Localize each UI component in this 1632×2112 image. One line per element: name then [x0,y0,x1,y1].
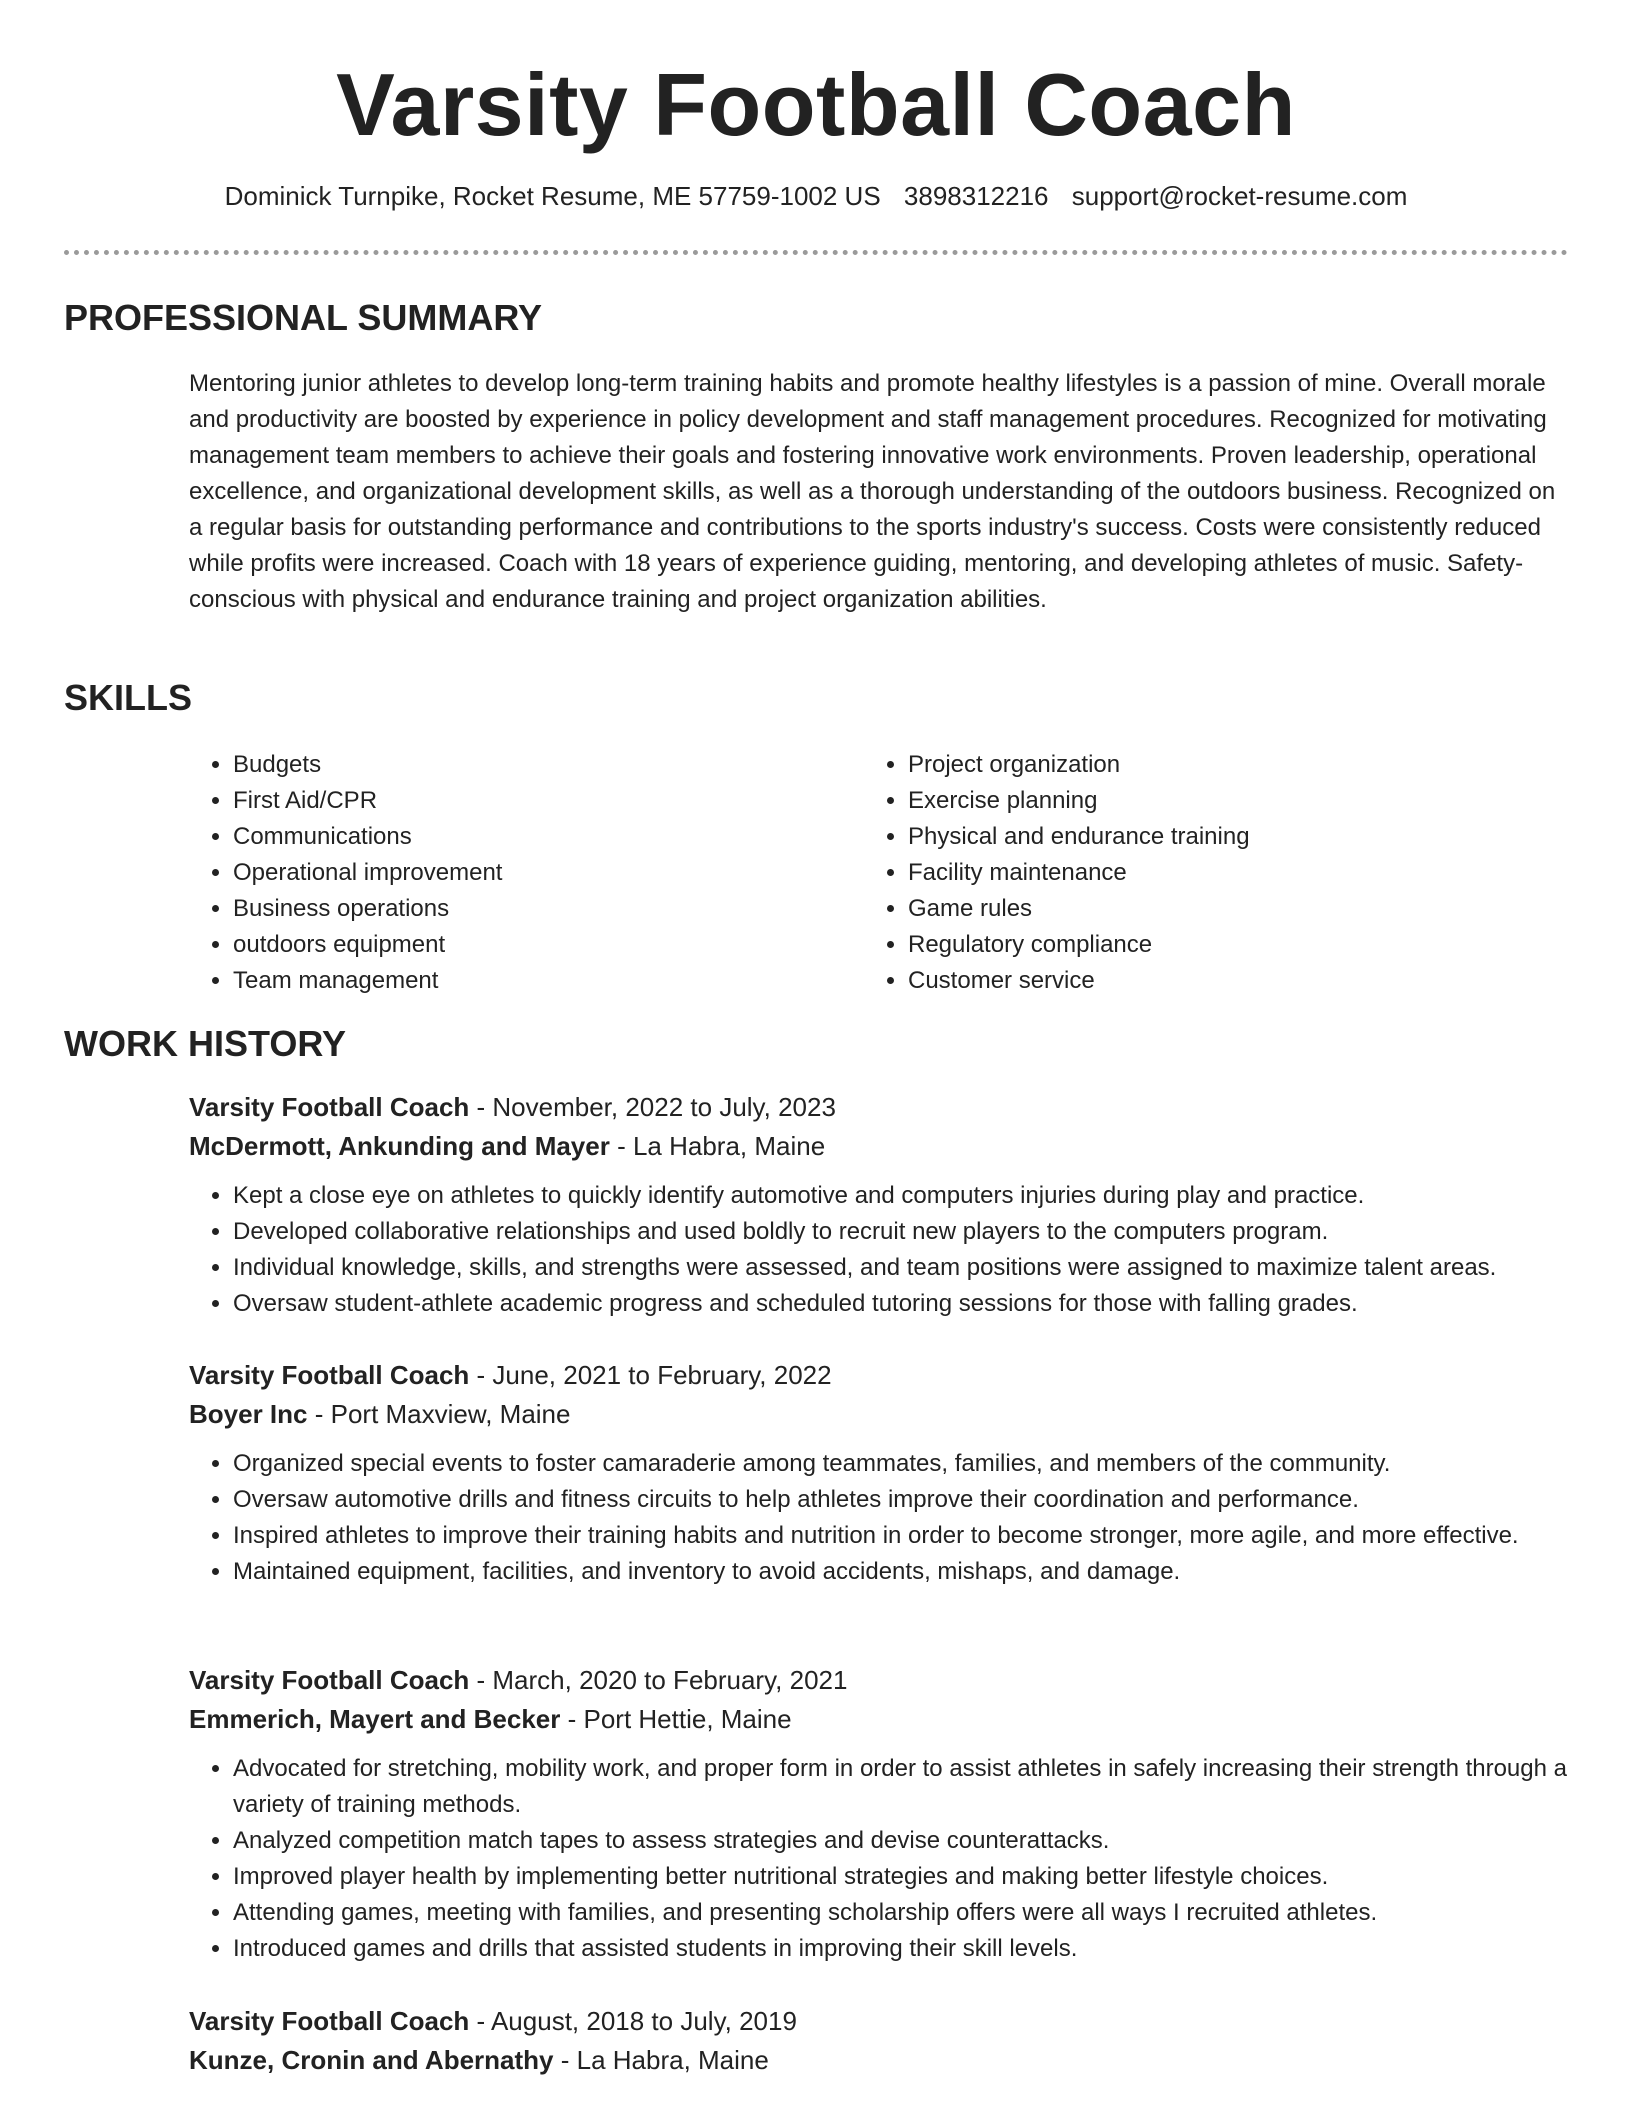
job-bullets [189,1178,1569,1322]
job-location: - Port Hettie, Maine [560,1704,792,1734]
skill-item: • Business operations [233,891,502,927]
job-company: Boyer Inc [189,1399,308,1429]
resume-title: Varsity Football Coach [336,55,1296,154]
contact-phone: 3898312216 [903,181,1049,211]
job-dates: - March, 2020 to February, 2021 [469,1665,848,1695]
job-bullet: • Developed collaborative relationships and used boldly to recruit new players to the computers program. [233,1214,1569,1250]
job-bullet: • Individual knowledge, skills, and strengths were assessed, and team positions were assigned to maximize talent areas. [233,1250,1569,1286]
job-location: - Port Maxview, Maine [307,1399,571,1429]
job-bullet: • Advocated for stretching, mobility work, and proper form in order to assist athletes in safely increasing their strength through a variety of training methods. [233,1751,1569,1823]
section-title-work-history: WORK HISTORY [64,1023,347,1064]
job-title: Varsity Football Coach [189,2006,470,2036]
job-bullets [189,1751,1569,1967]
job-dates: - June, 2021 to February, 2022 [469,1360,832,1390]
job-bullet: • Analyzed competition match tapes to assess strategies and devise counterattacks. [233,1823,1569,1859]
job-location: - La Habra, Maine [609,1131,826,1161]
job-bullet: • Improved player health by implementing better nutritional strategies and making better lifestyle choices. [233,1859,1569,1895]
job-entry [189,1088,1569,1322]
header-divider [64,250,1568,255]
job-company: Kunze, Cronin and Abernathy [189,2045,554,2075]
skill-item: • First Aid/CPR [233,783,502,819]
section-title-skills: SKILLS [64,677,193,718]
job-title-line [189,1661,1569,1700]
job-bullet: • Maintained equipment, facilities, and inventory to avoid accidents, mishaps, and damage. [233,1554,1569,1590]
contact-line [0,178,1632,214]
skills-list-left [189,747,502,999]
job-entry [189,1356,1569,1590]
job-bullet: • Organized special events to foster camaraderie among teammates, families, and members of the community. [233,1446,1569,1482]
job-bullet: • Kept a close eye on athletes to quickly identify automotive and computers injuries during play and practice. [233,1178,1569,1214]
job-bullet: • Attending games, meeting with families, and presenting scholarship offers were all ways I recruited athletes. [233,1895,1569,1931]
job-company-line [189,1395,1569,1434]
skill-item: • Budgets [233,747,502,783]
job-title-line [189,1356,1569,1395]
job-company-line [189,1127,1569,1166]
skill-item: • Facility maintenance [908,855,1250,891]
skill-item: • Project organization [908,747,1250,783]
job-company: McDermott, Ankunding and Mayer [189,1131,610,1161]
skills-list-right [864,747,1250,999]
job-title: Varsity Football Coach [189,1092,470,1122]
job-dates: - August, 2018 to July, 2019 [469,2006,797,2036]
skill-item: • Game rules [908,891,1250,927]
job-company: Emmerich, Mayert and Becker [189,1704,561,1734]
skill-item: • Operational improvement [233,855,502,891]
job-dates: - November, 2022 to July, 2023 [469,1092,836,1122]
job-bullets [189,1446,1569,1590]
contact-email[interactable]: support@rocket-resume.com [1071,181,1408,211]
job-title: Varsity Football Coach [189,1360,470,1390]
skill-item: • Team management [233,963,502,999]
skill-item: • Physical and endurance training [908,819,1250,855]
job-location: - La Habra, Maine [553,2045,769,2075]
job-company-line [189,2041,1569,2080]
skill-item: • Exercise planning [908,783,1250,819]
job-bullet: • Introduced games and drills that assisted students in improving their skill levels. [233,1931,1569,1967]
job-title-line [189,2002,1569,2041]
job-title-line [189,1088,1569,1127]
skill-item: • Communications [233,819,502,855]
job-entry [189,2002,1569,2080]
job-bullet: • Inspired athletes to improve their training habits and nutrition in order to become stronger, more agile, and more effective. [233,1518,1569,1554]
skill-item: • Regulatory compliance [908,927,1250,963]
job-entry [189,1661,1569,1967]
section-title-summary: PROFESSIONAL SUMMARY [64,297,543,338]
job-bullet: • Oversaw automotive drills and fitness circuits to help athletes improve their coordination and performance. [233,1482,1569,1518]
job-title: Varsity Football Coach [189,1665,470,1695]
skill-item: • Customer service [908,963,1250,999]
skill-item: • outdoors equipment [233,927,502,963]
summary-text: Mentoring junior athletes to develop long-term training habits and promote healthy lifestyles is a passion of mine. Overall morale and productivity are boosted by experience in policy development and staff management procedures. Recognized for motivating management team members to achieve their goals and fostering innovative work environments. Proven leadership, operational excellence, and organizational development skills, as well as a thorough understanding of the outdoors business. Recognized on a regular basis for outstanding performance and contributions to the sports industry's success. Costs were consistently reduced while profits were increased. Coach with 18 years of experience guiding, mentoring, and developing athletes of music. Safety-conscious with physical and endurance training and project organization abilities. [189,370,1556,613]
contact-address: Dominick Turnpike, Rocket Resume, ME 57759-1002 US [224,181,881,211]
job-company-line [189,1700,1569,1739]
job-bullet: • Oversaw student-athlete academic progress and scheduled tutoring sessions for those with falling grades. [233,1286,1569,1322]
